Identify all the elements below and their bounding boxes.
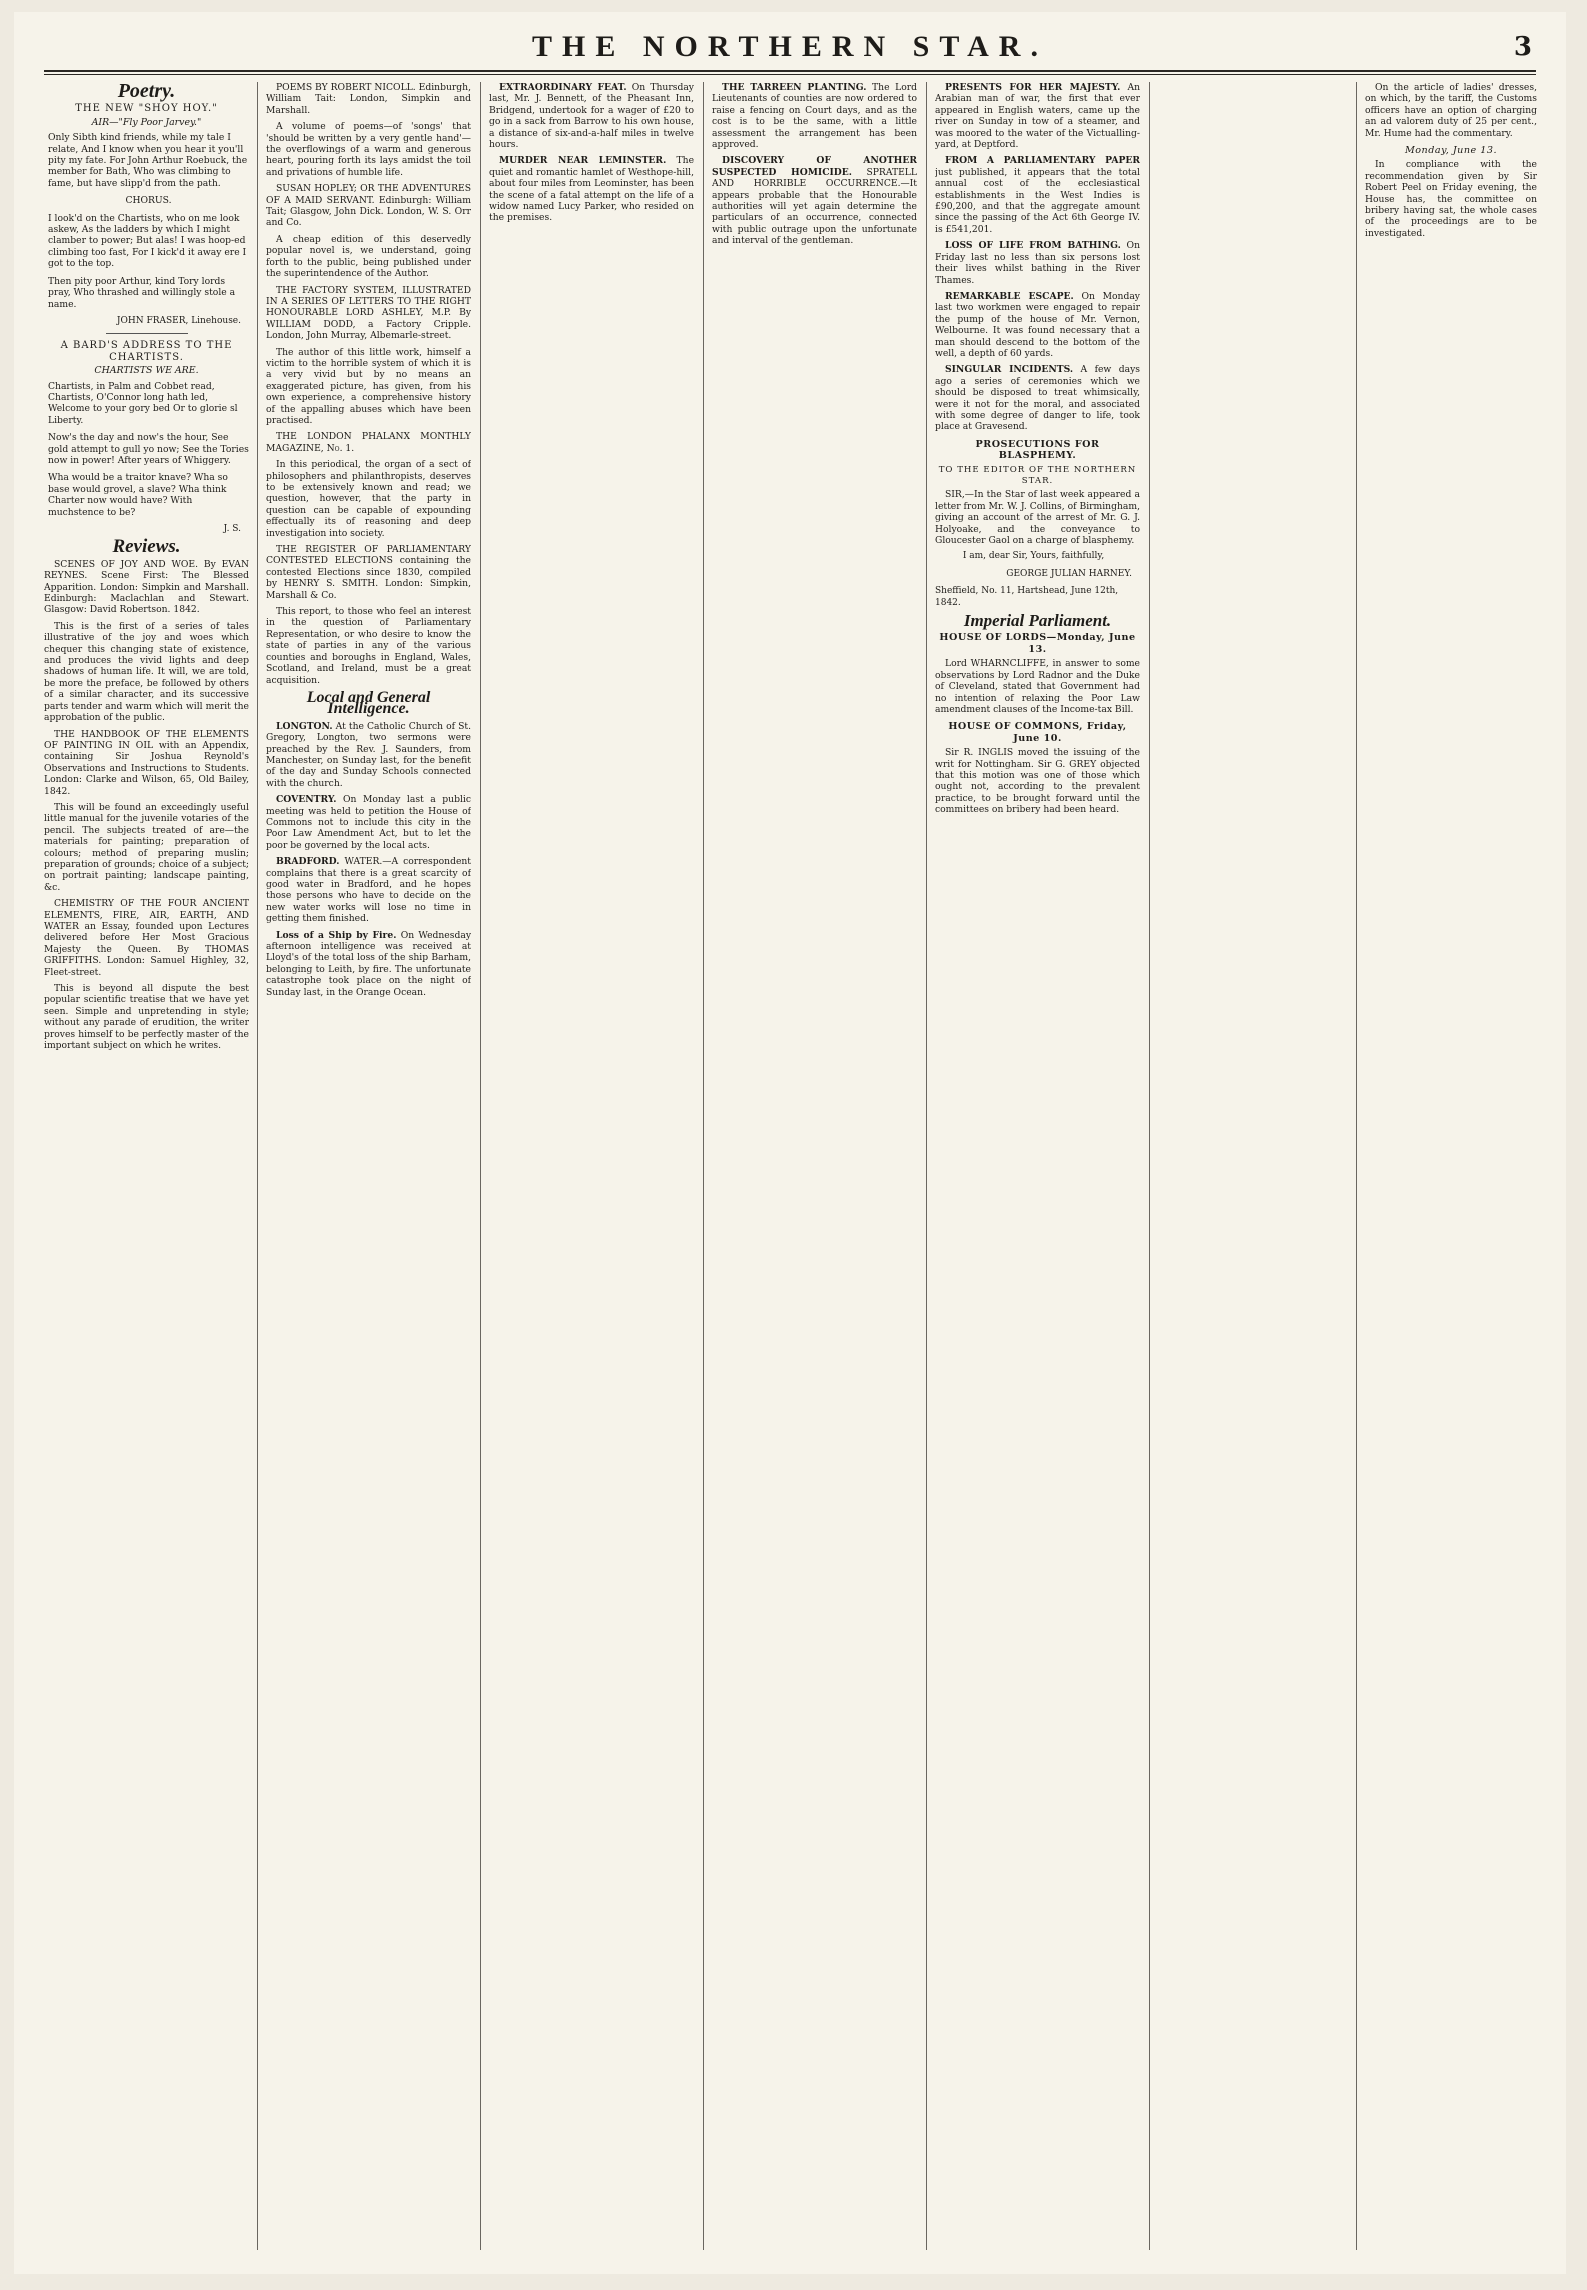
review-title: THE LONDON PHALANX MONTHLY MAGAZINE, No. 1. [266,431,471,454]
poetry-heading: Poetry. [117,82,176,102]
date-heading: Monday, June 13. [1404,145,1498,157]
poem-signature: J. S. [223,524,241,534]
news-body: In compliance with the recommendation given by Sir Robert Peel on Friday evening, the House has, the committee on bribery having sat, the whole cases of the proceedings are to be investigated. [1365,159,1537,239]
review-body: In this periodical, the organ of a sect of philosophers and philanthropists, deserves to be extensively known and read; we question, however, that the party in question can be capable of expounding effectually its of reasoning and deep investigation into society. [266,459,471,539]
news-body: An Arabian man of war, the first that ever appeared in English waters, came up the river on Sunday in tow of a steamer, and was moored to the water of the Victualling-yard, at Deptford. [935,82,1140,151]
news-head: FROM A PARLIAMENTARY PAPER [945,155,1140,167]
news-body: On Thursday last, Mr. J. Bennett, of the Pheasant Inn, Bridgend, undertook for a wager of £20 to go in a sack from Barrow to his own house, a distance of six-and-a-half miles in twelve hours. [489,82,694,151]
review-body: A cheap edition of this deservedly popular novel is, we understand, going forth to the public, being published under the superintendence of the Author. [266,233,471,280]
letter-closing: I am, dear Sir, Yours, faithfully, [962,551,1105,562]
news-head: THE TARREEN PLANTING. [722,82,867,93]
review-title: THE FACTORY SYSTEM, ILLUSTRATED IN A SERIES OF LETTERS TO THE RIGHT HONOURABLE LORD ASHLEY, M.P. [266,284,471,319]
review-entry [266,285,471,427]
review-title: THE HANDBOOK OF THE ELEMENTS OF PAINTING IN OIL [44,728,249,751]
poem-stanza: I look'd on the Chartists, who on me look askew, As the ladders by which I might clamber to power; But alas! I was hoop-ed climbing too fast, For I kick'd it away ere I got to the top. [48,212,247,270]
review-entry [266,183,471,279]
news-body: A few days ago a series of ceremonies which we should be disposed to treat whimsically, were it not for the moral, and associated with some degree of danger to life, took place at Gravesend. [935,364,1140,433]
lords-body: Lord WHARNCLIFFE, in answer to some observations by Lord Radnor and the Duke of Cleveland, stated that Government had no intention of relaxing the Poor Law amendment clauses of the Income-tax Bill. [935,658,1140,715]
poem-stanza: Chartists, in Palm and Cobbet read, Chartists, O'Connor long hath led, Welcome to your gory bed Or to glorie sl Liberty. [48,380,238,426]
review-title: SCENES OF JOY AND WOE. [54,558,199,570]
letter-body: SIR,—In the Star of last week appeared a letter from Mr. W. J. Collins, of Birmingham, giving an account of the arrest of Mr. G. J. Holyoake, and the conveyance to Gloucester Gaol on a charge of blasphemy. [935,489,1140,547]
column-5 [935,82,1140,2254]
news-body: SPRATELL AND HORRIBLE OCCURRENCE.—It appears probable that the Honourable authorities will yet again determine the particulars of an occurrence, connected with public outrage upon the unfortunate and interval of the gentleman. [712,166,917,247]
reviews-heading: Reviews. [112,536,181,558]
column-rule [480,82,481,2250]
divider [106,333,188,334]
news-head: Loss of a Ship by Fire. [276,929,397,941]
column-rule [1356,82,1357,2250]
news-item [935,82,1140,150]
news-head: MURDER NEAR LEMINSTER. [499,155,667,167]
poem-body [44,381,249,518]
news-item [266,721,471,789]
news-head: SINGULAR INCIDENTS. [945,364,1074,376]
news-body: On Monday last two workmen were engaged to repair the pump of the house of Mr. Vernon, Welbourne. It was found necessary that a man should descend to the bottom of the well, a depth of 60 yards. [935,290,1140,359]
review-meta: an Essay, founded upon Lectures delivered before Her Most Gracious Majesty the Queen. By THOMAS GRIFFITHS. London: Samuel Highley, 32, Fleet-street. [44,921,249,978]
poem-stanza: Wha would be a traitor knave? Wha so base would grovel, a slave? Wha think Charter now would have? With muchstence to be? [48,472,228,518]
news-head: LOSS OF LIFE FROM BATHING. [945,240,1121,252]
review-meta: containing the contested Elections since 1830, compiled by HENRY S. SMITH. London: Simpkin, Marshall & Co. [266,555,471,601]
news-item [712,155,917,246]
poem-signature: JOHN FRASER, Linehouse. [116,315,241,326]
poem-body [44,132,249,310]
poem-subtitle: CHARTISTS WE ARE. [94,365,199,377]
commons-heading: HOUSE OF COMMONS, Friday, June 10. [948,721,1127,744]
news-body: The quiet and romantic hamlet of Westhope-hill, about four miles from Leominster, has been the scene of a fatal attempt on the life of a widow named Lucy Parker, who resided on the premises. [489,155,694,224]
column-rule [703,82,704,2250]
review-title: SUSAN HOPLEY; OR THE ADVENTURES OF A MAID SERVANT. [266,183,471,206]
review-meta: Edinburgh: William Tait; Glasgow, John Dick. London, W. S. Orr and Co. [266,194,471,229]
poem-stanza: Only Sibth kind friends, while my tale I relate, And I know when you hear it you'll pity my fate. For John Arthur Roebuck, the member for Bath, Who was climbing to fame, but have slipp'd from the path. [48,132,248,189]
poem-chorus-label: CHORUS. [125,195,172,207]
news-item [935,364,1140,432]
column-2 [266,82,471,2254]
review-entry [266,431,471,539]
news-body: On Monday last a public meeting was held to petition the House of Commons not to include this city in the Poor Law Amendment Act, but to let the poor be governed by the local acts. [266,794,471,851]
review-meta: By EVAN REYNES. Scene First: The Blessed Apparition. London: Simpkin and Marshall. Edinburgh: Maclachlan and Stewart. Glasgow: David Robertson. 1842. [44,558,249,616]
poem-stanza: Then pity poor Arthur, kind Tory lords pray, Who thrashed and willingly stole a name. [48,275,236,310]
commons-body: Sir R. INGLIS moved the issuing of the writ for Nottingham. Sir G. GREY objected that this motion was one of those which ought not, according to the prevalent practice, to be brought forward until the committees on bribery had been heard. [935,747,1140,816]
news-head: LONGTON. [276,720,333,732]
review-body: This is beyond all dispute the best popular scientific treatise that we have yet seen. Simple and unpretending in style; without any parade of erudition, the writer proves himself to be perfectly master of the important subject on which he writes. [44,983,249,1052]
news-body: just published, it appears that the total annual cost of the ecclesiastical establishments in the West Indies is £90,200, and that the aggregate amount since the passing of the Act 6th George IV. is £541,201. [935,166,1140,235]
poem-stanza: Now's the day and now's the hour, See gold attempt to gull yo now; See the Tories now in power! After years of Whiggery. [48,432,249,466]
letter-signature: GEORGE JULIAN HARNEY. [1006,568,1132,579]
column-3 [489,82,694,2254]
review-title: POEMS BY ROBERT NICOLL. [276,82,416,93]
news-item [266,794,471,851]
news-head: COVENTRY. [276,794,337,806]
review-body: This is the first of a series of tales illustrative of the joy and woes which chequer this changing state of existence, and produces the vivid lights and deep shadows of human life. It will, we are told, be more the preface, be followed by others of a similar character, and its successive parts tender and warm which will merit the approbation of the public. [44,620,249,724]
lords-heading: HOUSE OF LORDS—Monday, June 13. [939,632,1136,655]
review-title: THE REGISTER OF PARLIAMENTARY CONTESTED ELECTIONS [266,544,471,567]
news-item [266,856,471,924]
column-1 [44,82,249,2254]
news-item [489,82,694,150]
review-body: This will be found an exceedingly useful little manual for the juvenile votaries of the pencil. The subjects treated of are—the materials for painting; preparation of colours; method of preparing muslin; preparation of grounds; choice of a subject; on portrait painting; landscape painting, &c. [44,801,249,893]
review-body: The author of this little work, himself a victim to the horrible system of which it is a very vivid but by no means an exaggerated picture, has given, from his own experience, a comprehensive history of the appalling abuses which have been practised. [266,346,471,426]
news-head: EXTRAORDINARY FEAT. [499,82,627,93]
news-head: BRADFORD. [276,856,340,868]
review-body: This report, to those who feel an interest in the question of Parliamentary Representation, or who desire to know the state of parties in any of the various counties and boroughs in England, Wales, Scotland, and Ireland, must be a great acquisition. [266,606,471,686]
review-entry [44,559,249,724]
review-title: CHEMISTRY OF THE FOUR ANCIENT ELEMENTS, FIRE, AIR, EARTH, AND WATER [44,898,249,932]
review-meta: with an Appendix, containing Sir Joshua Reynold's Observations and Instructions to Students. London: Clarke and Wilson, 65, Old Bailey, 1842. [44,739,249,797]
review-entry [266,82,471,178]
news-item [712,82,917,150]
review-body: A volume of poems—of 'songs' that 'should be written by a very gentle hand'—the overflowings of a warm and generous heart, pouring forth its lays amidst the toil and privations of humble life. [266,121,471,178]
review-entry [266,544,471,686]
news-body: On Wednesday afternoon intelligence was received at Lloyd's of the total loss of the ship Barham, belonging to Leith, by fire. The unfortunate catastrophe took place on the night of Sunday last, in the Orange Ocean. [266,929,471,998]
review-entry [44,898,249,1051]
news-body: At the Catholic Church of St. Gregory, Longton, two sermons were preached by the Rev. J. Saunders, from Manchester, on Sunday last, for the benefit of the day and Sunday Schools connected with the church. [266,720,471,789]
masthead-rule [44,74,1536,75]
column-rule [257,82,258,2250]
news-item [489,155,694,223]
news-item [935,155,1140,235]
newspaper-title: THE NORTHERN STAR. [532,30,1048,63]
news-body: WATER.—A correspondent complains that there is a great scarcity of good water in Bradford, and he hopes those persons who have to decide on the new water works will lose no time in getting them finished. [266,856,471,925]
column-rule [926,82,927,2250]
poem-title: A BARD'S ADDRESS TO THE CHARTISTS. [60,340,233,363]
column-7 [1365,82,1537,2254]
news-item [266,930,471,998]
review-meta: By WILLIAM DODD, a Factory Cripple. London, John Murray, Albemarle-street. [266,307,471,342]
column-6 [1158,82,1348,2254]
letter-address: TO THE EDITOR OF THE NORTHERN STAR. [938,464,1137,486]
news-head: REMARKABLE ESCAPE. [945,290,1074,302]
review-entry [44,729,249,894]
poem-title: THE NEW "SHOY HOY." [75,103,218,115]
blasphemy-heading: PROSECUTIONS FOR BLASPHEMY. [975,438,1100,462]
news-head: PRESENTS FOR HER MAJESTY. [945,82,1121,93]
news-body: On the article of ladies' dresses, on which, by the tariff, the Customs officers have an option of charging an ad valorem duty of 25 per cent., Mr. Hume had the commentary. [1365,82,1537,139]
parliament-heading: Imperial Parliament. [963,611,1112,631]
page-number: 3 [1513,32,1532,62]
news-head: DISCOVERY OF ANOTHER SUSPECTED HOMICIDE. [712,155,917,178]
news-item [935,291,1140,359]
column-4 [712,82,917,2254]
masthead [44,30,1536,72]
column-rule [1149,82,1150,2250]
poem-air: AIR—"Fly Poor Jarvey." [91,116,202,128]
news-body: The Lord Lieutenants of counties are now ordered to raise a fencing on Court days, and as the cost is to be the same, with a little assessment the arrangement has been approved. [712,82,917,151]
news-item [935,240,1140,286]
news-body: On Friday last no less than six persons lost their lives whilst bathing in the River Thames. [935,240,1140,286]
letter-place: Sheffield, No. 11, Hartshead, June 12th, 1842. [935,586,1119,608]
local-heading: Local and General Intelligence. [306,688,431,718]
newspaper-page [14,12,1566,2274]
review-meta: Edinburgh, William Tait: London, Simpkin and Marshall. [266,82,471,116]
